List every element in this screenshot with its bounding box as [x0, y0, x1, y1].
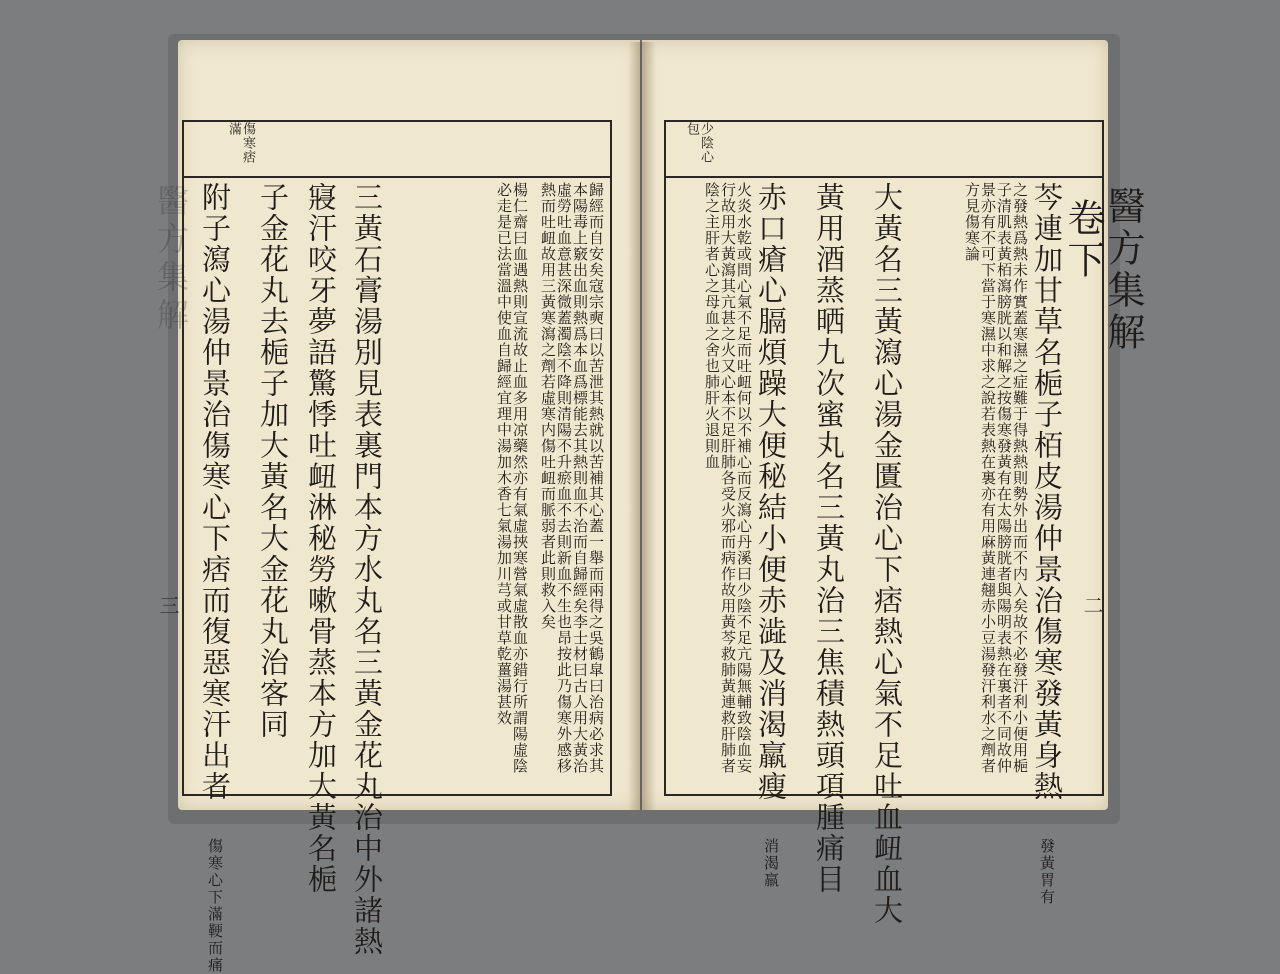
- right-column-3: 大黃名三黃瀉心湯金匱治心下痞熱心氣不足吐血衄血大: [870, 182, 904, 926]
- left-column-1-note: 歸經而自安矣寇宗奭曰以苦泄其熱就以苦補其心蓋一舉而兩得之吳鶴皐曰治病必求其本陽毒上竅出血則熱爲本血爲標能去其熱則血不治而自歸經矣李士材曰古人用大黃治虛勞吐血意甚深微蓋濁陰不降則清陽不升瘀血不去則新血不生也昂按此乃傷寒外感移熱而吐衄故用三黃寒瀉之劑若虛寒内傷吐衄而脈弱者此則救入矣: [539, 182, 605, 774]
- right-column-5: [754, 182, 788, 889]
- bleed-through-title: 醫方集解: [152, 184, 190, 336]
- left-column-4: 寢汗咬牙夢語驚悸吐衄淋秘勞嗽骨蒸本方加大黃名梔: [304, 182, 338, 895]
- left-column-5: 子金花丸去梔子加大黃名大金花丸治客同: [256, 182, 290, 740]
- left-column-6-note: 傷寒心下滿鞕而痛: [206, 838, 224, 974]
- book-title-text: 醫方集解: [1101, 186, 1145, 354]
- right-column-1-main: 芩連加甘草名梔子栢皮湯仲景治傷寒發黃身熱: [1030, 182, 1064, 802]
- book-gutter: [628, 42, 656, 810]
- book-title: [1063, 186, 1143, 386]
- right-column-5-note: 消渴羸: [762, 838, 780, 889]
- right-column-4: 黃用酒蒸晒九次蜜丸名三黃丸治三焦積熱頭項腫痛目: [812, 182, 846, 895]
- right-column-2-note: 之發熱爲熱未作實蓋寒濕之症難于得熱熱則勢外出而不内入矣故不必發汗利小便用梔子清肌表黃栢瀉膀胱以和解之按傷寒發黃有在太陽膀胱者與陽明表熱在裏者不同故仲景亦有不可下當于寒濕中求之說若表熱在裏亦有用麻黃連翹赤小豆湯發汗利水之劑者方見傷寒論: [963, 182, 1029, 774]
- right-column-1-note: 發黃胃有: [1038, 838, 1056, 906]
- left-header-rule: [182, 176, 612, 178]
- right-page-number: 二: [1080, 595, 1104, 615]
- right-column-5-main: 赤口瘡心膈煩躁大便秘結小便赤澁及消渴羸瘦: [754, 182, 788, 802]
- right-header-rule: [664, 176, 1104, 178]
- left-column-3: 三黃石膏湯別見表裏門本方水丸名三黃金花丸治中外諸熱: [350, 182, 384, 957]
- left-column-6: [198, 182, 232, 974]
- left-page-number: 三: [156, 595, 180, 615]
- right-column-1: [1030, 182, 1064, 906]
- left-column-6-main: 附子瀉心湯仲景治傷寒心下痞而復惡寒汗出者: [198, 182, 232, 802]
- left-column-2-note: 楊仁齋曰血遇熱則宣流故止血多用凉藥然亦有氣虛挾寒營氣虛散血亦錯行所謂陽虛陰必走是已法當溫中使血自歸經宜理中湯加木香七氣湯加川芎或甘草乾薑湯甚效: [495, 182, 529, 774]
- right-page-header: 少陰心包: [684, 122, 713, 164]
- left-page-header: 傷寒痞滿: [226, 122, 255, 164]
- volume-label: 卷下: [1061, 198, 1105, 282]
- right-column-6-note: 火炎水乾或問心氣不足而吐衄何以不補心而反瀉心丹溪曰少陰不足亢陽無輔致陰血妄行故用大黃瀉其亢甚之火又心本不足肝肺各受火邪而病作故用黃芩救肺黃連救肝肺者陰之主肝者心之母血之舍也肺肝火退則血: [703, 182, 753, 774]
